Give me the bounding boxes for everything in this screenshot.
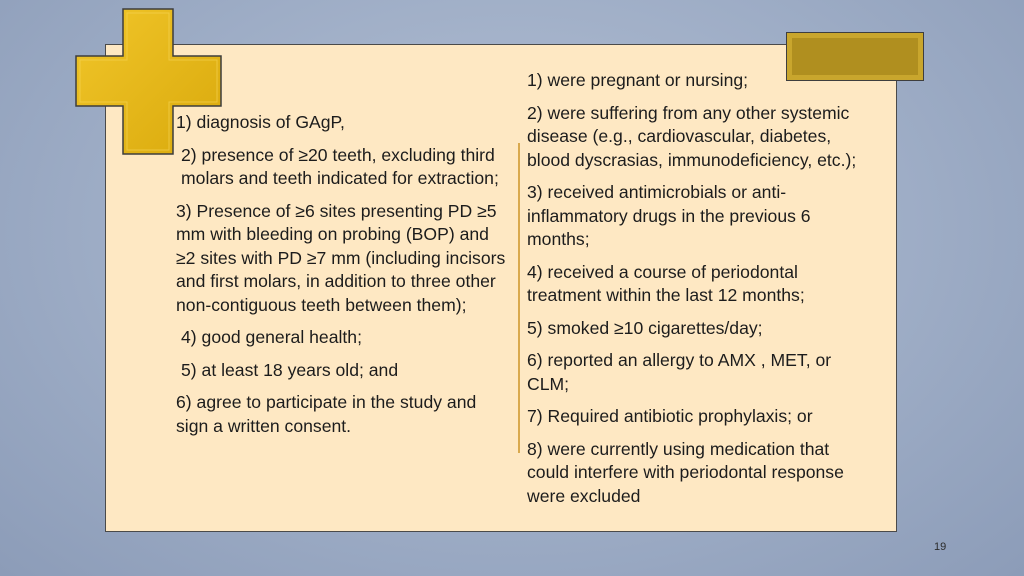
exclusion-item-1: 1) were pregnant or nursing; [527, 70, 749, 90]
exclusion-item-5: 5) smoked ≥10 cigarettes/day; [527, 317, 763, 338]
inclusion-criteria-list [176, 111, 506, 447]
exclusion-item-2: 2) were suffering from any other systemic disease (e.g., cardiovascular, diabetes, blood dyscrasias, immunodeficiency, etc.); [527, 102, 857, 170]
exclusion-criteria-list [527, 69, 872, 517]
exclusion-item-8: 8) were currently using medication that could interfere with periodontal response were excluded [527, 438, 844, 506]
column-divider [518, 143, 520, 453]
inclusion-item-5: 5) at least 18 years old; and [181, 359, 399, 380]
inclusion-item-6: 6) agree to participate in the study and sign a written consent. [176, 392, 477, 436]
exclusion-item-7: 7) Required antibiotic prophylaxis; or [527, 406, 813, 426]
exclusion-item-3: 3) received antimicrobials or anti-inflammatory drugs in the previous 6 months; [527, 182, 811, 249]
exclusion-item-6: 6) reported an allergy to AMX , MET, or CLM; [527, 350, 832, 394]
slide-number: 19 [934, 541, 947, 553]
inclusion-item-3: 3) Presence of ≥6 sites presenting PD ≥5 mm with bleeding on probing (BOP) and ≥2 sites with PD ≥7 mm (including incisors and first molars, in addition to three other non-contiguous teeth between them); [176, 200, 506, 315]
exclusion-item-4: 4) received a course of periodontal treatment within the last 12 months; [527, 261, 805, 305]
inclusion-item-1: 1) diagnosis of GAgP, [176, 112, 345, 132]
inclusion-item-4: 4) good general health; [181, 327, 362, 347]
inclusion-item-2: 2) presence of ≥20 teeth, excluding third molars and teeth indicated for extraction; [181, 144, 499, 188]
